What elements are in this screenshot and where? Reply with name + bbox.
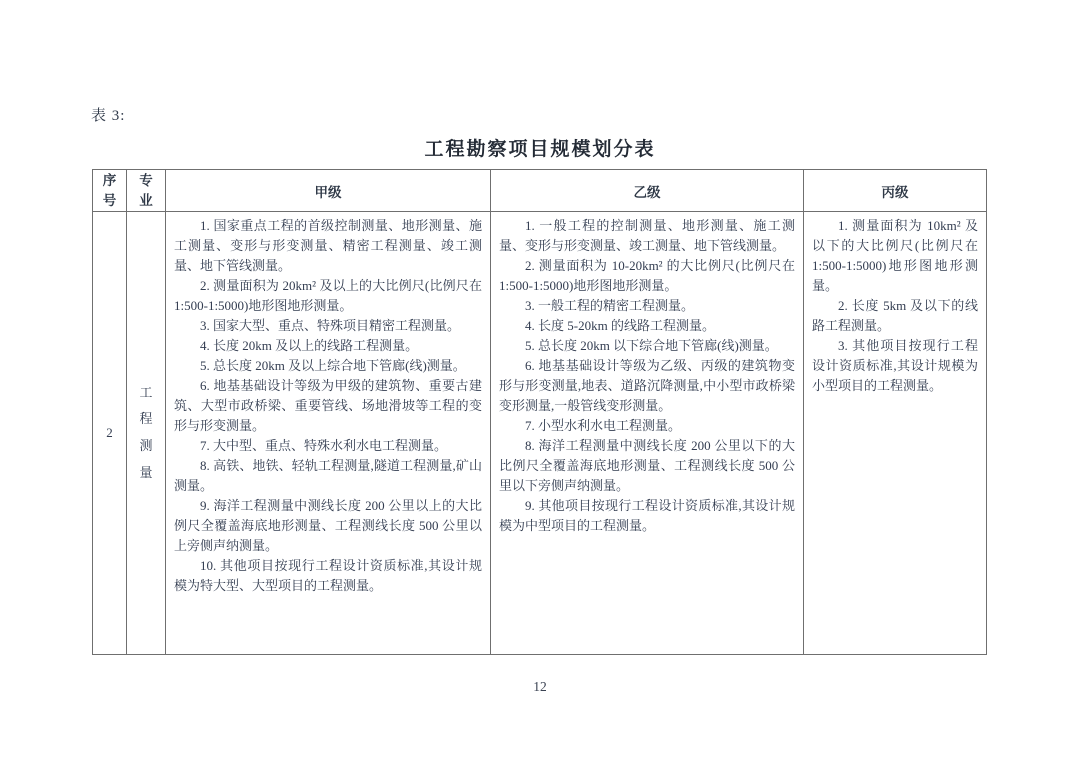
header-specialty bbox=[127, 170, 166, 212]
grade-a-item: 7. 大中型、重点、特殊水利水电工程测量。 bbox=[200, 438, 448, 454]
header-specialty-label: 专业 bbox=[139, 173, 153, 208]
table-row bbox=[93, 212, 987, 655]
grade-b-item: 2. 测量面积为 10-20km² 的大比例尺(比例尺在 1:500-1:5000)地形图地形测量。 bbox=[499, 258, 795, 294]
header-seq-label: 序号 bbox=[102, 173, 117, 208]
seq-cell: 2 bbox=[93, 212, 127, 655]
grade-b-item: 5. 总长度 20km 以下综合地下管廊(线)测量。 bbox=[525, 338, 778, 354]
grade-c-item: 2. 长度 5km 及以下的线路工程测量。 bbox=[812, 298, 978, 334]
grade-b-item: 9. 其他项目按现行工程设计资质标准,其设计规模为中型项目的工程测量。 bbox=[499, 498, 795, 534]
header-grade-b: 乙级 bbox=[491, 170, 804, 212]
specialty-cell bbox=[127, 212, 166, 655]
page-number: 12 bbox=[533, 679, 547, 694]
grade-a-item: 10. 其他项目按现行工程设计资质标准,其设计规模为特大型、大型项目的工程测量。 bbox=[174, 558, 482, 594]
grade-b-item: 1. 一般工程的控制测量、地形测量、施工测量、变形与形变测量、竣工测量、地下管线测量。 bbox=[499, 218, 795, 254]
grade-a-item: 3. 国家大型、重点、特殊项目精密工程测量。 bbox=[200, 318, 461, 334]
grade-c-item: 1. 测量面积为 10km² 及以下的大比例尺(比例尺在 1:500-1:5000)地形图地形测量。 bbox=[812, 218, 978, 294]
grade-c-item: 3. 其他项目按现行工程设计资质标准,其设计规模为小型项目的工程测量。 bbox=[812, 338, 978, 394]
grade-b-cell bbox=[491, 212, 804, 655]
table-header-row bbox=[93, 170, 987, 212]
grade-a-item: 6. 地基基础设计等级为甲级的建筑物、重要古建筑、大型市政桥梁、重要管线、场地滑坡等工程的变形与形变测量。 bbox=[174, 378, 482, 434]
grade-b-item: 3. 一般工程的精密工程测量。 bbox=[525, 298, 695, 314]
header-grade-c: 丙级 bbox=[804, 170, 987, 212]
grade-a-item: 5. 总长度 20km 及以上综合地下管廊(线)测量。 bbox=[200, 358, 466, 374]
grade-a-item: 8. 高铁、地铁、轻轨工程测量,隧道工程测量,矿山测量。 bbox=[174, 458, 482, 494]
grade-b-item: 7. 小型水利水电工程测量。 bbox=[525, 418, 682, 434]
page-title: 工程勘察项目规模划分表 bbox=[424, 139, 656, 160]
grade-a-item: 9. 海洋工程测量中测线长度 200 公里以上的大比例尺全覆盖海底地形测量、工程测线长度 500 公里以上旁侧声纳测量。 bbox=[174, 498, 482, 554]
header-seq bbox=[93, 170, 127, 212]
grade-a-item: 1. 国家重点工程的首级控制测量、地形测量、施工测量、变形与形变测量、精密工程测量、竣工测量、地下管线测量。 bbox=[174, 218, 482, 274]
grade-b-item: 4. 长度 5-20km 的线路工程测量。 bbox=[525, 318, 715, 334]
header-grade-a: 甲级 bbox=[166, 170, 491, 212]
grade-c-cell bbox=[804, 212, 987, 655]
grade-b-item: 6. 地基基础设计等级为乙级、丙级的建筑物变形与形变测量,地表、道路沉降测量,中小型市政桥梁变形测量,一般管线变形测量。 bbox=[499, 358, 795, 414]
specialty-label: 工程测量 bbox=[139, 384, 153, 480]
grade-a-cell bbox=[166, 212, 491, 655]
table-label: 表 3: bbox=[91, 108, 126, 124]
grade-b-item: 8. 海洋工程测量中测线长度 200 公里以下的大比例尺全覆盖海底地形测量、工程测线长度 500 公里以下旁侧声纳测量。 bbox=[499, 438, 795, 494]
grade-a-item: 2. 测量面积为 20km² 及以上的大比例尺(比例尺在 1:500-1:5000)地形图地形测量。 bbox=[174, 278, 482, 314]
project-scale-table bbox=[92, 169, 987, 655]
grade-a-item: 4. 长度 20km 及以上的线路工程测量。 bbox=[200, 338, 419, 354]
